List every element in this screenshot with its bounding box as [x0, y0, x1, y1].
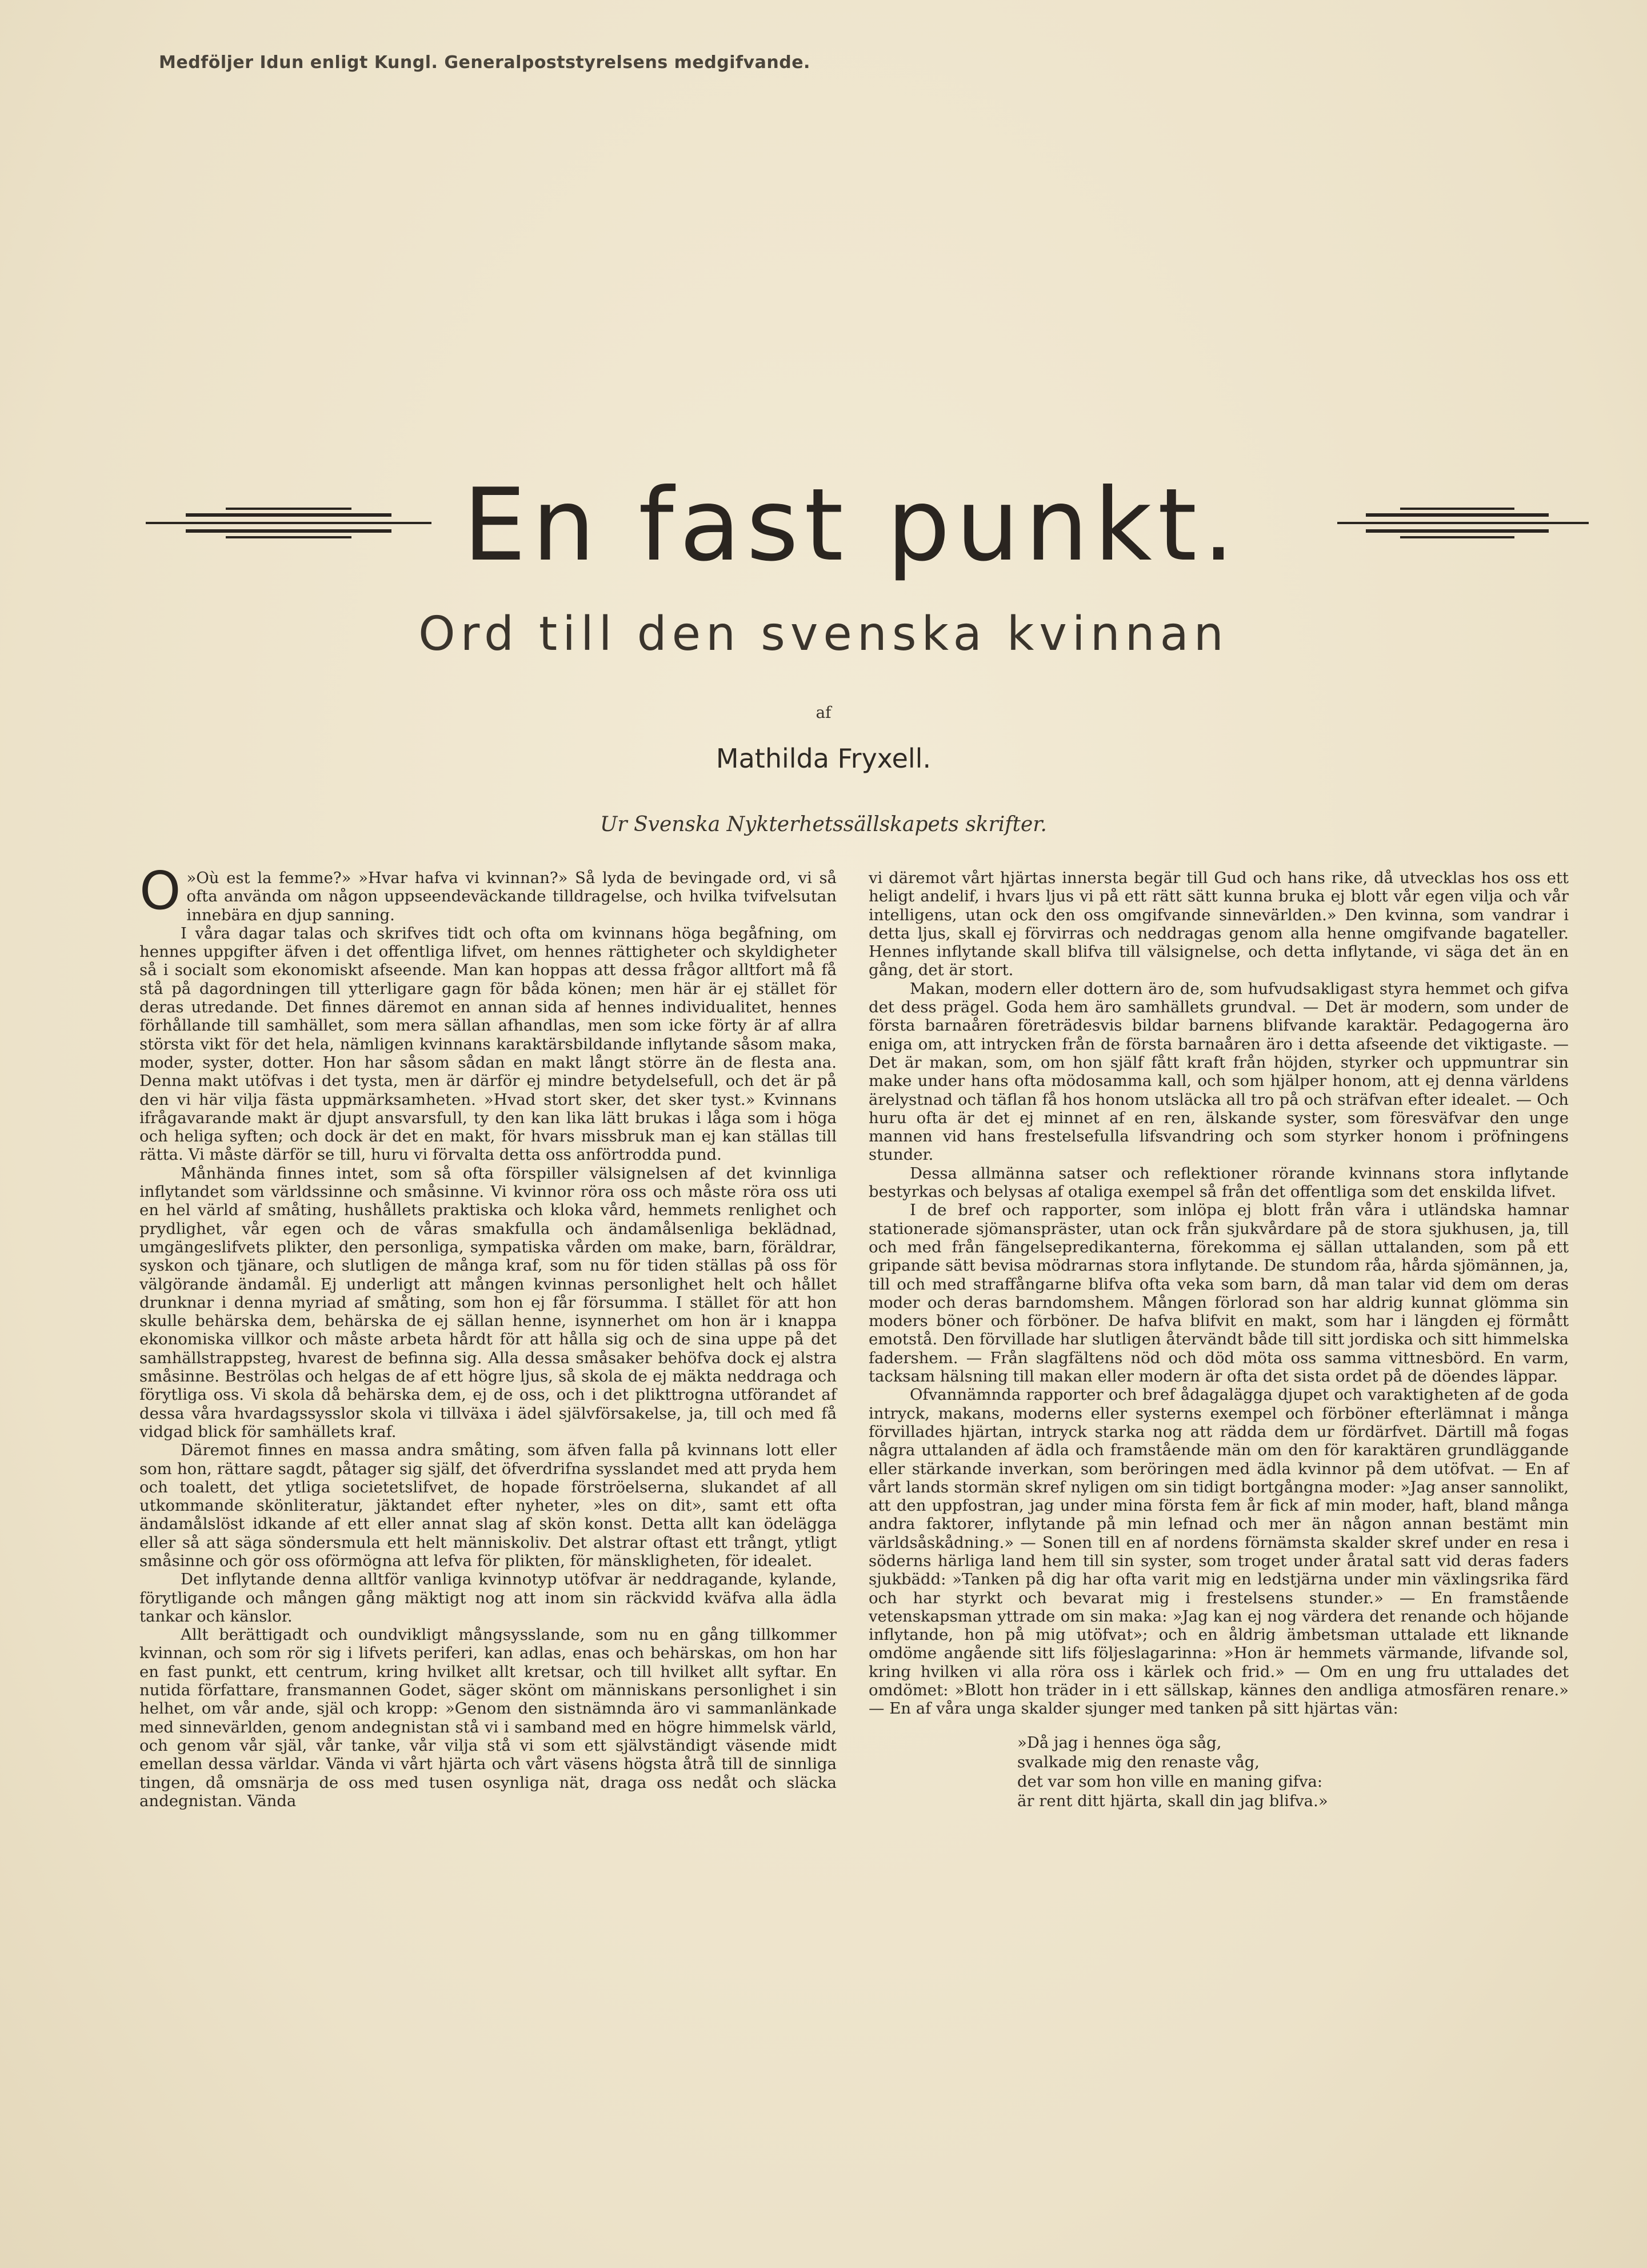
- paragraph: [139, 860, 837, 924]
- drop-cap: O: [139, 860, 181, 921]
- right-column: [869, 869, 1569, 1811]
- paragraph: vi däremot vårt hjärtas innersta begär till Gud och hans rike, då utvecklas hos oss ett heligt andelif, i hvars ljus vi på ett rätt sätt kunna bruka ej blott vår egen vilja och vår intelligens, utan ock den oss omgifvande sinnevärlden.» Den kvinna, som vandrar i detta ljus, skall ej förvirras och neddragas genom alla henne omgifvande bagateller. Hennes inflytande skall blifva till välsignelse, och detta inflytande, vi säga det än en gång, det är stort.: [869, 869, 1569, 980]
- poem-line: är rent ditt hjärta, skall din jag blifva.»: [1017, 1791, 1328, 1810]
- title-row: [114, 469, 1589, 583]
- poem-line: »Då jag i hennes öga såg,: [1017, 1733, 1222, 1752]
- left-column: [139, 860, 837, 1810]
- source-line: Ur Svenska Nykterhetssällskapets skrifter.: [600, 813, 1047, 836]
- poem-line: svalkade mig den renaste våg,: [1017, 1752, 1260, 1771]
- paragraph: Allt berättigadt och oundvikligt mångsysslande, som nu en gång tillkommer kvinnan, och som rör sig i lifvets periferi, kan adlas, enas och behärskas, om hon har en fast punkt, ett centrum, kring hvilket allt kretsar, och till hvilket allt syftar. En nutida författare, fransmannen Godet, säger skönt om människans personlighet i sin helhet, om vår ande, själ och kropp: »Genom den sistnämnda äro vi sammanlänkade med sinnevärlden, genom andegnistan stå vi i samband med en högre himmelsk värld, och genom vår själ, vår tanke, vår vilja stå vi som ett självständigt väsende midt emellan dessa världar. Vända vi vårt hjärta och vårt väsens högsta åtrå till de sinnliga tingen, då omsnärja de oss med tusen osynliga nät, draga oss nedåt och släcka andegnistan. Vända: [139, 1626, 837, 1810]
- poem-line: det var som hon ville en maning gifva:: [1017, 1772, 1323, 1791]
- paragraph: I de bref och rapporter, som inlöpa ej blott från våra i utländska hamnar stationerade sjömanspräster, utan ock från sjukvårdare på de stora sjukhusen, ja, till och med från fängelsepredikanterna, förekomma ej sällan uttalanden, som på ett gripande sätt bevisa mödrarnas stora inflytande. De stundom råa, hårda sjömännen, ja, till och med straffångarne blifva ofta veka som barn, då man talar vid dem om deras moder och deras barndomshem. Mången förlorad son har aldrig kunnat glömma sin moders böner och förböner. De hafva blifvit en makt, som har i längden ej förmått emotstå. Den förvillade har slutligen återvändt både till sitt jordiska och sitt himmelska fadershem. — Från slagfältens nöd och död möta oss samma vittnesbörd. En varm, tacksam hälsning till makan eller modern är ofta det sista ordet på de döendes läppar.: [869, 1201, 1569, 1386]
- byline-prefix: af: [815, 703, 832, 722]
- paragraph: Makan, modern eller dottern äro de, som hufvudsakligast styra hemmet och gifva det dess prägel. Goda hem äro samhällets grundval. — Det är modern, som under de första barnaåren företrädesvis bildar barnens blifvande karaktär. Pedagogerna äro eniga om, att intrycken från de första barnaåren äro i detta afseende det viktigaste. — Det är makan, som, om hon själf fått kraft från höjden, styrker och uppmuntrar sin make under hans ofta mödosamma kall, och som hjälper honom, att ej denna världens ärelystnad och täflan få hos honom utsläcka all tro på och sträfvan efter idealet. — Och huru ofta är det ej minnet af en ren, älskande syster, som föresväfvar den unge mannen vid hans frestelsefulla lifsvandring och som styrker honom i pröfningens stunder.: [869, 979, 1569, 1164]
- right-ornament-rule: [1337, 503, 1589, 543]
- article-title: En fast punkt.: [463, 468, 1240, 584]
- paragraph: Månhända finnes intet, som så ofta förspiller välsignelsen af det kvinnliga inflytandet som världssinne och småsinne. Vi kvinnor röra oss och måste röra oss uti en hel värld af småting, hushållets praktiska och kloka vård, hemmets renlighet och prydlighet, vår egen och de våras smakfulla och ändamålsenliga beklädnad, umgängeslifvets plikter, den personliga, sympatiska vården om make, barn, föräldrar, syskon och tjänare, och slutligen de många kraf, som nu för tiden ställas på oss för välgörande ändamål. Ej underligt att mången kvinnas personlighet helt och hållet drunknar i denna myriad af småting, som hon ej får försumma. I stället för att hon skulle behärska dem, behärska de ej sällan henne, isynnerhet om hon är i knappa ekonomiska villkor och måste arbeta hårdt för att hålla sig och de sina uppe på det samhällstrappsteg, hvarest de befinna sig. Alla dessa småsaker behöfva dock ej alstra småsinne. Beströlas och helgas de af ett högre ljus, så skola de ej mäkta neddraga och förytliga oss. Vi skola då behärska dem, ej de oss, och i det plikttrogna utförandet af dessa våra hvardagssysslor skola vi tillväxa i ädel självförsakelse, ja, till och med få vidgad blick för samhällets kraf.: [139, 1164, 837, 1441]
- paragraph: Däremot finnes en massa andra småting, som äfven falla på kvinnans lott eller som hon, rättare sagdt, påtager sig själf, det öfverdrifna sysslandet med att pryda hem och toalett, det ytliga societetslifvet, de hopade förströelserna, slukandet af all utkommande skönliteratur, jäktandet efter nyheter, »les on dit», samt ett ofta ändamålslöst idkande af ett eller annat slag af skön konst. Detta allt kan ödelägga eller så att säga söndersmula ett helt människoliv. Det alstrar oftast ett trångt, ytligt småsinne och gör oss oförmögna att lefva för plikten, för mänskligheten, för idealet.: [139, 1441, 837, 1570]
- poem-stanza: [1017, 1733, 1569, 1811]
- paragraph: Dessa allmänna satser och reflektioner rörande kvinnans stora inflytande bestyrkas och belysas af otaliga exempel så från det offentliga som det enskilda lifvet.: [869, 1164, 1569, 1201]
- article-subtitle: Ord till den svenska kvinnan: [418, 607, 1229, 661]
- postal-notice: Medföljer Idun enligt Kungl. Generalpoststyrelsens medgifvande.: [159, 53, 810, 73]
- paragraph-text: »Où est la femme?» »Hvar hafva vi kvinnan?» Så lyda de bevingade ord, vi så ofta använda om någon uppseendeväckande tilldragelse, och hvilka tvifvelsutan innebära en djup sanning.: [186, 869, 837, 924]
- paragraph: Ofvannämnda rapporter och bref ådagalägga djupet och varaktigheten af de goda intryck, makans, moderns eller systerns exempel och förböner efterlämnat i många förvillades hjärtan, intryck starka nog att rädda dem ur fördärfvet. Därtill må fogas några uttalanden af ädla och framstående män om den för karaktären grundläggande eller stärkande inverkan, som beröringen med ädla kvinnor på dem utöfvat. — En af vårt lands stormän skref nyligen om sin tidigt bortgångna moder: »Jag anser sannolikt, att den uppfostran, jag under mina första fem år fick af min moder, haft, bland många andra faktorer, inflytande på min lefnad och mer än någon annan bestämt min världsåskådning.» — Sonen till en af nordens förnämsta skalder skref under en resa i söderns härliga land hem till sin syster, som troget under åratal satt vid deras faders sjukbädd: »Tanken på dig har ofta varit mig en ledstjärna under min växlingsrika färd och har styrkt och bevarat mig i frestelsens stunder.» — En framstående vetenskapsman yttrade om sin maka: »Jag kan ej nog värdera det renande och höjande inflytande, hon på mig utöfvat»; och en åldrig ämbetsman uttalade ett liknande omdöme angående sitt lifs följeslagarinna: »Hon är hemmets värmande, lifvande sol, kring hvilken vi alla röra oss i kärlek och frid.» — Om en ung fru uttalades det omdömet: »Blott hon träder in i ett sällskap, kännes den andliga atmosfären renare.» — En af våra unga skalder sjunger med tanken på sitt hjärtas vän:: [869, 1385, 1569, 1718]
- paragraph: Det inflytande denna alltför vanliga kvinnotyp utöfvar är neddragande, kylande, förytligande och mången gång mäktigt nog att inom sin räckvidd kväfva alla ädla tankar och känslor.: [139, 1570, 837, 1626]
- paragraph: I våra dagar talas och skrifves tidt och ofta om kvinnans höga begåfning, om hennes uppgifter äfven i det offentliga lifvet, om hennes rättigheter och skyldigheter så i socialt som ekonomiskt afseende. Man kan hoppas att dessa frågor alltfort må få stå på dagordningen till ytterligare gagn för båda könen; men här är ej stället för deras utredande. Det finnes däremot en annan sida af hennes individualitet, hennes förhållande till samhället, som mera sällan afhandlas, men som icke förty är af allra största vikt för det hela, nämligen kvinnans karaktärsbildande inflytande såsom maka, moder, syster, dotter. Hon har såsom sådan en makt långt större än de flesta ana. Denna makt utöfvas i det tysta, men är därför ej mindre betydelsefull, och det är på den vi här vilja fästa uppmärksamheten. »Hvad stort sker, det sker tyst.» Kvinnans ifrågavarande makt är djupt ansvarsfull, ty den kan lika lätt brukas i låga som i höga och heliga syften; och dock är det en makt, för hvars missbruk man ej kan ställas till rätta. Vi måste därför se till, huru vi förvalta detta oss anförtrodda pund.: [139, 924, 837, 1164]
- author-name: Mathilda Fryxell.: [715, 743, 932, 774]
